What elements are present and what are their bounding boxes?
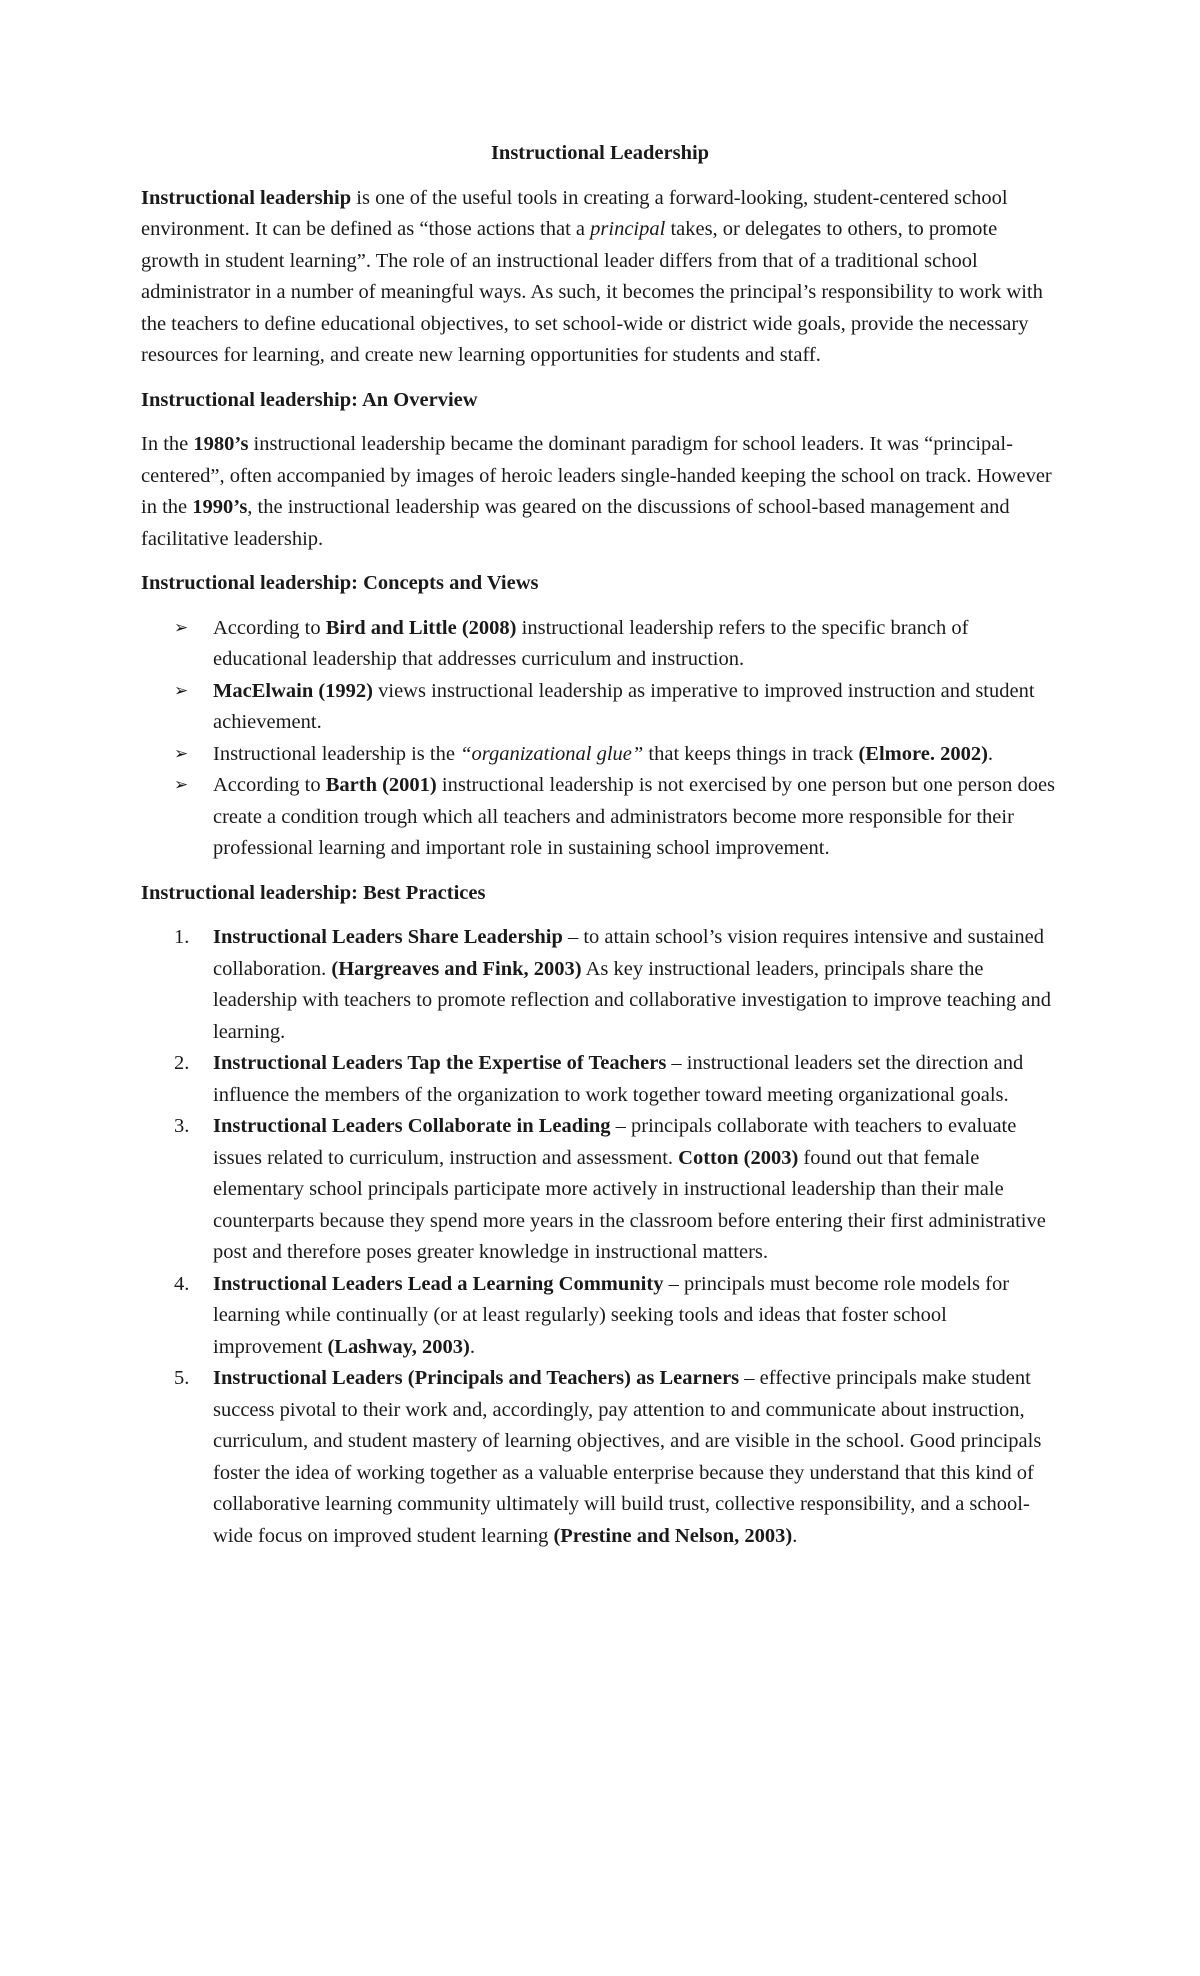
arrow-bullet-icon: ➢	[174, 617, 189, 638]
list-item	[141, 770, 1059, 865]
item-title: Instructional Leaders Lead a Learning Community	[213, 1272, 664, 1295]
item-number: 3.	[174, 1115, 190, 1137]
item-number: 4.	[174, 1272, 190, 1295]
item-italic: “organizational glue”	[460, 742, 644, 765]
item-citation: Cotton (2003)	[678, 1146, 799, 1169]
item-text: .	[792, 1524, 798, 1547]
arrow-bullet-icon: ➢	[174, 775, 189, 795]
item-text: instructional leadership is not exercised by one person but one person does create a condition trough which all teachers and administrators become more responsible for their professional learning and important role in sustaining school improvement.	[213, 774, 1056, 859]
list-item	[141, 613, 1059, 676]
concepts-heading: Instructional leadership: Concepts and Views	[141, 572, 539, 594]
list-item	[141, 1111, 1059, 1269]
document-page	[141, 138, 1059, 1552]
arrow-bullet-icon: ➢	[174, 680, 189, 701]
item-title: Instructional Leaders Tap the Expertise of Teachers	[213, 1052, 667, 1074]
item-title: Instructional Leaders Share Leadership	[213, 926, 563, 948]
item-citation: (Prestine and Nelson, 2003)	[553, 1524, 793, 1547]
concepts-list	[141, 613, 1059, 865]
practices-list	[141, 922, 1059, 1552]
overview-text-2: instructional leadership became the dominant paradigm for school leaders. It was “principal-centered”, often accompanied by images of heroic leaders single-handed keeping the school on track. However in the	[141, 433, 1052, 518]
item-citation: Barth (2001)	[325, 774, 437, 796]
item-text: found out that female elementary school principals participate more actively in instructional leadership than their male counterparts because they spend more years in the classroom before entering their first administrative post and therefore poses greater knowledge in instructional matters.	[213, 1146, 1046, 1263]
list-item	[141, 922, 1059, 1048]
item-text: – effective principals make student success pivotal to their work and, accordingly, pay attention to and communicate about instruction, curriculum, and student mastery of learning objectives, and are visible in the school. Good principals foster the idea of working together as a valuable enterprise because they understand that this kind of collaborative learning community ultimately will build trust, collective responsibility, and a school-wide focus on improved student learning	[213, 1367, 1042, 1547]
item-title: Instructional Leaders (Principals and Teachers) as Learners	[213, 1367, 740, 1389]
practices-heading: Instructional leadership: Best Practices	[141, 881, 486, 904]
item-text: .	[987, 742, 994, 765]
list-item	[141, 1048, 1059, 1111]
item-citation: (Hargreaves and Fink, 2003)	[331, 957, 582, 980]
item-citation: Bird and Little (2008)	[325, 616, 517, 639]
intro-italic: principal	[590, 218, 666, 240]
item-text: As key instructional leaders, principals share the leadership with teachers to promote reflection and collaborative investigation to improve teaching and learning.	[213, 957, 1051, 1043]
overview-paragraph	[141, 429, 1059, 555]
overview-bold-2: 1990’s	[192, 496, 248, 518]
item-number: 2.	[174, 1052, 190, 1074]
item-text: instructional leadership refers to the specific branch of educational leadership that addresses curriculum and instruction.	[213, 616, 969, 670]
list-item	[141, 676, 1059, 739]
intro-term: Instructional leadership	[141, 186, 352, 209]
item-text: Instructional leadership is the	[213, 742, 461, 765]
overview-bold-1: 1980’s	[193, 433, 249, 455]
item-text: According to	[213, 774, 326, 796]
overview-text-1: In the	[141, 433, 194, 455]
item-text: – principals must become role models for learning while continually (or at least regularly) seeking tools and ideas that foster school improvement	[213, 1272, 1010, 1358]
overview-heading: Instructional leadership: An Overview	[141, 388, 478, 411]
item-text: According to	[213, 616, 326, 639]
item-number: 5.	[174, 1367, 190, 1389]
item-title: Instructional Leaders Collaborate in Leading	[213, 1115, 611, 1137]
item-text: – instructional leaders set the direction and influence the members of the organization to work together toward meeting organizational goals.	[213, 1052, 1024, 1106]
item-text: views instructional leadership as imperative to improved instruction and student achievement.	[213, 679, 1035, 733]
item-citation: (Lashway, 2003)	[327, 1335, 470, 1358]
arrow-bullet-icon: ➢	[174, 743, 189, 764]
item-text: – to attain school’s vision requires intensive and sustained collaboration.	[213, 926, 1044, 980]
intro-paragraph	[141, 183, 1059, 372]
item-citation: MacElwain (1992)	[213, 679, 373, 702]
item-citation: (Elmore. 2002)	[858, 742, 988, 765]
item-number: 1.	[174, 926, 190, 948]
overview-text-3: , the instructional leadership was geared on the discussions of school-based management and facilitative leadership.	[141, 496, 1010, 550]
intro-text-1: is one of the useful tools in creating a forward-looking, student-centered school environment. It can be defined as “those actions that a	[141, 186, 1008, 240]
item-text: that keeps things in track	[643, 742, 859, 765]
intro-text-2: takes, or delegates to others, to promote growth in student learning”. The role of an instructional leader differs from that of a traditional school administrator in a number of meaningful ways. As such, it becomes the principal’s responsibility to work with the teachers to define educational objectives, to set school-wide or district wide goals, provide the necessary resources for learning, and create new learning opportunities for students and staff.	[141, 218, 1043, 366]
list-item	[141, 1363, 1059, 1552]
item-text: – principals collaborate with teachers to evaluate issues related to curriculum, instruction and assessment.	[213, 1115, 1017, 1169]
item-text: .	[469, 1335, 475, 1358]
document-title: Instructional Leadership	[490, 142, 710, 164]
list-item	[141, 1269, 1059, 1364]
list-item	[141, 739, 1059, 771]
